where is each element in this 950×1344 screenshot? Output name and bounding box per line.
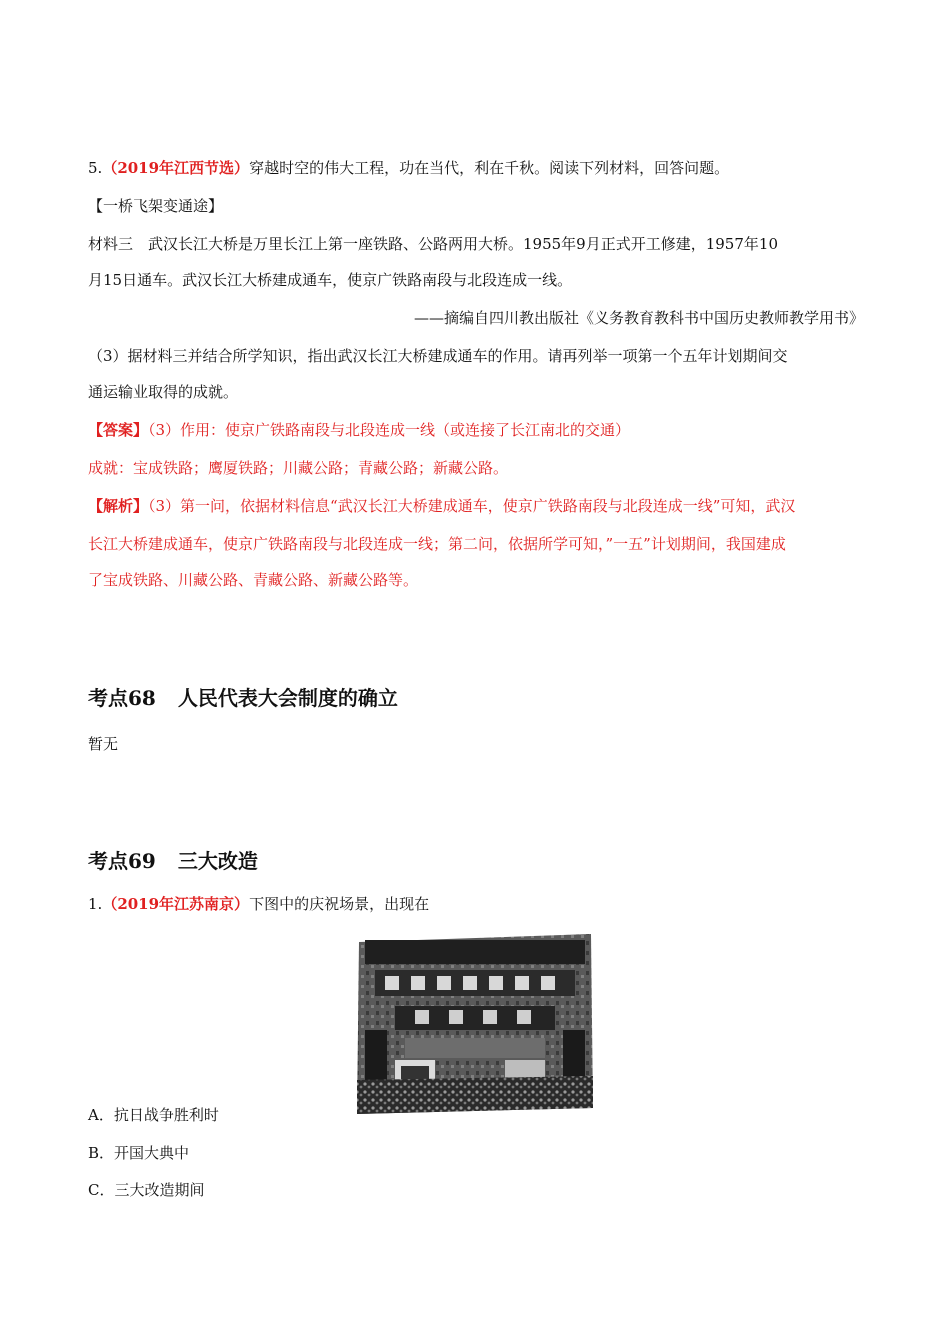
q1-prompt: 下图中的庆祝场景，出现在: [249, 895, 430, 913]
analysis-tag: 【解析】: [88, 497, 149, 515]
q5-analysis-line2: 长江大桥建成通车，使京广铁路南段与北段连成一线；第二问，依据所学可知，”一五”计划期间，我国建成: [88, 535, 786, 553]
topic68-title: 人民代表大会制度的确立: [177, 686, 398, 710]
q5-material-line2: 月15日通车。武汉长江大桥建成通车，使京广铁路南段与北段连成一线。: [88, 271, 573, 289]
option-c: C．三大改造期间: [88, 1181, 205, 1199]
topic69-title: 三大改造: [177, 849, 258, 873]
q5-section-title: 【一桥飞架变通途】: [88, 197, 224, 215]
topic68-body: 暂无: [88, 735, 119, 753]
answer-tag: 【答案】: [88, 421, 149, 439]
q5-answer-line1: [88, 420, 630, 440]
topic69-q1-header: [88, 894, 429, 914]
option-b: B．开国大典中: [88, 1144, 190, 1162]
q5-source: （2019年江西节选）: [102, 159, 250, 177]
answer-text: （3）作用：使京广铁路南段与北段连成一线（或连接了长江南北的交通）: [148, 421, 631, 439]
option-a: A．抗日战争胜利时: [88, 1106, 219, 1124]
q5-question-line1: （3）据材料三并结合所学知识，指出武汉长江大桥建成通车的作用。请再列举一项第一个五年计划期间交: [88, 347, 788, 365]
celebration-scene-photo: [355, 930, 595, 1115]
q5-header: [88, 158, 729, 178]
topic69-label: 考点69: [88, 849, 156, 873]
topic68-heading: [88, 685, 398, 711]
q5-answer-line2: 成就：宝成铁路；鹰厦铁路；川藏公路；青藏公路；新藏公路。: [88, 459, 509, 477]
q5-question-line2: 通运输业取得的成就。: [88, 383, 239, 401]
q5-material-line1: 材料三 武汉长江大桥是万里长江上第一座铁路、公路两用大桥。1955年9月正式开工修建，1957年10: [88, 235, 778, 253]
topic69-heading: [88, 848, 258, 874]
q5-analysis-line1: [88, 496, 795, 516]
q5-number: 5.: [88, 159, 103, 177]
q1-source: （2019年江苏南京）: [102, 895, 250, 913]
q5-prompt: 穿越时空的伟大工程，功在当代，利在千秋。阅读下列材料，回答问题。: [249, 159, 730, 177]
q1-number: 1.: [88, 895, 103, 913]
q5-citation: ——摘编自四川教出版社《义务教育教科书中国历史教师教学用书》: [413, 309, 864, 327]
topic68-label: 考点68: [88, 686, 156, 710]
analysis-text: （3）第一问，依据材料信息“武汉长江大桥建成通车，使京广铁路南段与北段连成一线”可知，武汉: [148, 497, 796, 515]
q5-analysis-line3: 了宝成铁路、川藏公路、青藏公路、新藏公路等。: [88, 571, 419, 589]
